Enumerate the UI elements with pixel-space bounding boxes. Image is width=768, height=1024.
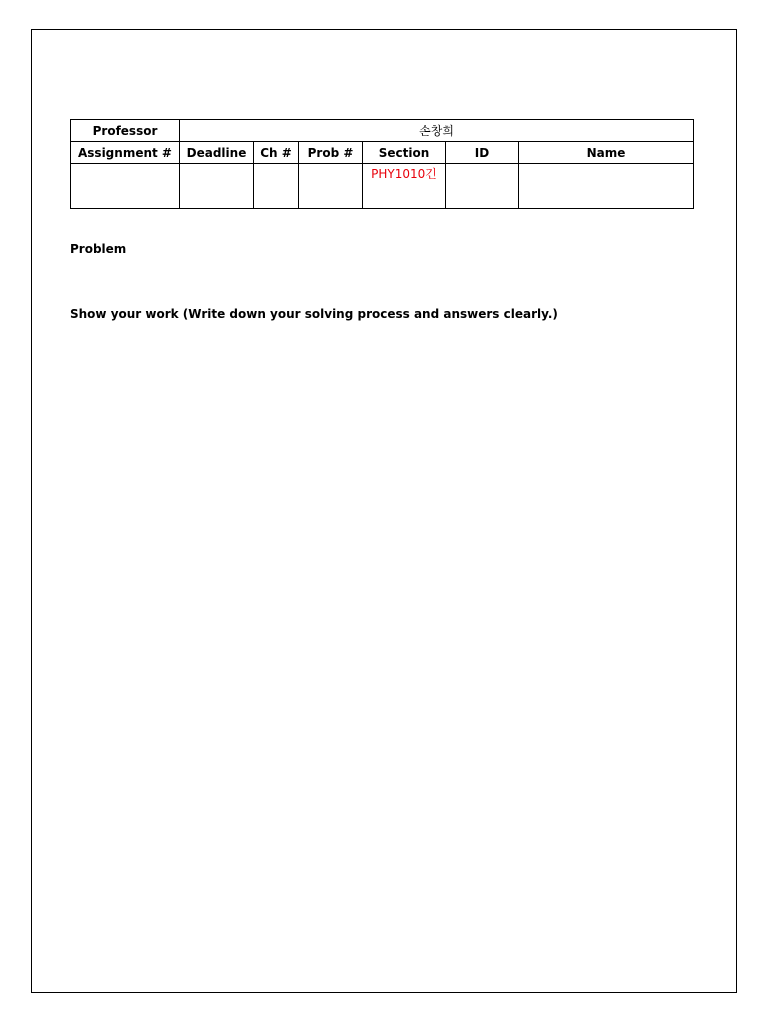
column-header-row xyxy=(71,142,694,164)
problem-number-cell[interactable] xyxy=(299,164,363,209)
assignment-header-table xyxy=(70,119,694,209)
document-page xyxy=(31,29,737,993)
problem-number-header: Prob # xyxy=(299,142,363,164)
name-cell[interactable] xyxy=(519,164,694,209)
problem-heading: Problem xyxy=(70,242,127,256)
professor-name: 손창희 xyxy=(180,120,694,142)
assignment-number-header: Assignment # xyxy=(71,142,180,164)
professor-label: Professor xyxy=(71,120,180,142)
assignment-number-cell[interactable] xyxy=(71,164,180,209)
section-header: Section xyxy=(363,142,446,164)
name-header: Name xyxy=(519,142,694,164)
chapter-number-header: Ch # xyxy=(254,142,299,164)
chapter-number-cell[interactable] xyxy=(254,164,299,209)
professor-row xyxy=(71,120,694,142)
deadline-header: Deadline xyxy=(180,142,254,164)
section-value: PHY1010긴 xyxy=(371,167,437,181)
section-cell[interactable] xyxy=(363,164,446,209)
id-header: ID xyxy=(446,142,519,164)
deadline-cell[interactable] xyxy=(180,164,254,209)
value-row xyxy=(71,164,694,209)
id-cell[interactable] xyxy=(446,164,519,209)
work-instruction-heading: Show your work (Write down your solving process and answers clearly.) xyxy=(70,307,558,321)
